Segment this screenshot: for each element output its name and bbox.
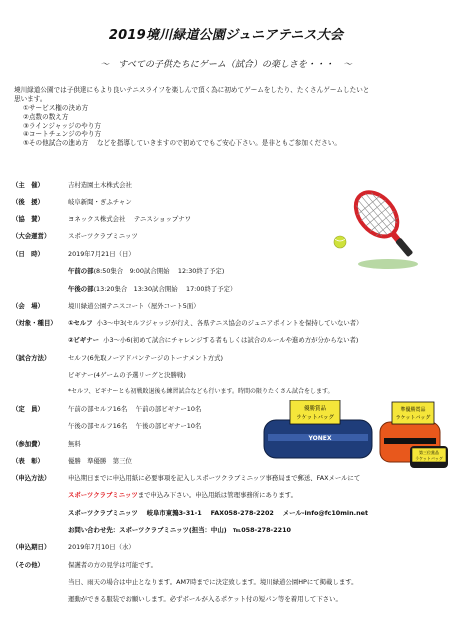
awards-value: 優勝 準優勝 第三位 [68,457,132,465]
date-am-line [68,267,224,275]
racket-handle [395,237,413,257]
target-cat1-name: ①セルフ [68,319,93,327]
date-pm-line [68,285,236,293]
application-contact: お問い合わせ先：スポーツクラブミニッツ(担当：中山) ℡058-278-2210 [68,526,291,534]
target-cat2-name: ②ビギナー [68,336,99,344]
support-value: 岐阜新聞・ぎふチャン [68,198,132,206]
other-row [12,561,442,569]
intro-section [14,86,438,148]
application-line1: 申込期日までに申込用紙に必要事項を記入しスポーツクラブミニッツ事務局まで郵送、FAXメールにて [68,474,361,482]
date-am-name: 午前の部 [68,267,94,275]
date-label: （日 時） [12,250,44,258]
intro-line: 思います。 [14,94,47,103]
intro-point: ②点数の数え方 [23,112,69,121]
intro-point: ④コートチェンジのやり方 [23,130,102,139]
application-line2-rest: まで申込み下さい。申込用紙は管理事務所にあります。 [137,491,297,499]
application-club-red: スポーツクラブミニッツ [68,491,138,499]
capacity-line2: 午後の部セルフ16名 午後の部ビギナー10名 [68,422,202,430]
deadline-value: 2019年7月10日（水） [68,543,135,551]
operation-label: （大会運営） [12,232,51,240]
date-am-time: (8:50集合 9:00試合開始 12:30終了予定) [93,267,225,275]
other-line3: 運動ができる服装でお願いします。必ずボールが入るポケット付の短パン等を着用して下さい。 [68,595,342,603]
date-value: 2019年7月21日（日） [68,250,135,258]
second-prize-text: 準優勝賞品 [400,407,426,413]
second-prize-subtext: ラケットバッグ [395,415,431,421]
operation-value: スポーツクラブミニッツ [68,232,138,240]
deadline-row [12,543,442,551]
sponsor-value: ヨネックス株式会社 テニスショップナワ [68,215,192,223]
venue-value: 境川緑道公園テニスコート（屋外コート5面） [68,302,200,310]
third-prize-subtext: ラケットバッグ [415,456,443,461]
intro-point: ①サービス権の決め方 [23,103,89,112]
brand-text: YONEX [308,435,332,442]
intro-point: ③ラインジャッジのやり方 [23,121,101,130]
target-label: （対象・種目） [12,319,57,327]
sponsor-label: （協 賛） [12,215,44,223]
organizer-value: 吉村造園土木株式会社 [68,181,132,189]
racket-shadow [358,259,418,269]
organizer-label: （主 催） [12,181,44,189]
other-line2: 当日、雨天の場合は中止となります。AM7時までに決定致します。境川緑道公園HPにて掲載します。 [68,578,358,586]
first-prize-subtext: ラケットバッグ [295,415,335,421]
application-address: 岐阜市東鶉3-31-1 [146,509,202,517]
page-title: 2019境川緑道公園ジュニアテニス大会 [108,28,344,43]
application-club: スポーツクラブミニッツ [68,509,138,517]
application-mail: メール-info@fc10min.net [282,509,369,517]
first-prize-text: 優勝賞品 [303,406,327,412]
target-cat1-detail: 小3～中3(セルフジャッジが行え、各県テニス協会のジュニアポイントを保持していない者） [96,319,363,327]
tennis-racket-illustration [318,182,428,272]
other-line1: 保護者の方の見学は可能です。 [68,561,157,569]
date-pm-time: (13:20集合 13:30試合開始 17:00終了予定） [93,285,237,293]
support-label: （後 援） [12,198,44,206]
target-cat2-detail: 小3～小6(初めて試合にチャレンジする者もしくは試合のルールや進め方が分からない者) [103,336,359,344]
venue-row [12,302,442,310]
format-label: （試合方法） [12,354,51,362]
intro-point: ⑤その他試合の進め方 などを指導していきますので初めてでもご安心下さい。是非ともご参加ください。 [23,139,341,148]
format-self: セルフ(6先取ノーアドバンテージのトーナメント方式) [68,354,224,362]
fee-value: 無料 [68,440,81,448]
other-label: （その他） [12,561,44,569]
application-row [12,474,442,482]
application-line2 [68,491,297,499]
tennis-ball [334,236,346,248]
capacity-label: （定 員） [12,405,44,413]
venue-label: （会 場） [12,302,44,310]
intro-line: 境川緑道公園では子供達にもより良いテニスライフを楽しんで頂く為に初めてゲームをしたり、たくさんゲームしたいと [14,86,370,94]
deadline-label: （申込期日） [12,543,51,551]
target-row [12,319,442,327]
capacity-line1: 午前の部セルフ16名 午前の部ビギナー10名 [68,405,202,413]
format-note: *セルフ、ビギナーとも初戦敗退後も練習試合なども行います。時間の限りたくさん試合をします。 [68,388,334,395]
awards-label: （表 彰） [12,457,44,465]
page-subtitle: ～ すべての子供たちにゲーム（試合）の楽しさを・・・ ～ [100,60,352,70]
application-address-line [68,509,368,517]
date-pm-name: 午後の部 [68,285,94,293]
format-row [12,354,442,362]
application-fax: FAX058-278-2202 [210,509,274,517]
application-label: （申込方法） [12,474,51,482]
target-cat2-line [68,336,358,344]
third-prize-text: 第三位賞品 [419,450,439,455]
format-beginner: ビギナー(4ゲームの予選リーグと決勝戦) [68,371,186,379]
prize-bags-illustration [260,400,450,470]
fee-label: （参加費） [12,440,44,448]
